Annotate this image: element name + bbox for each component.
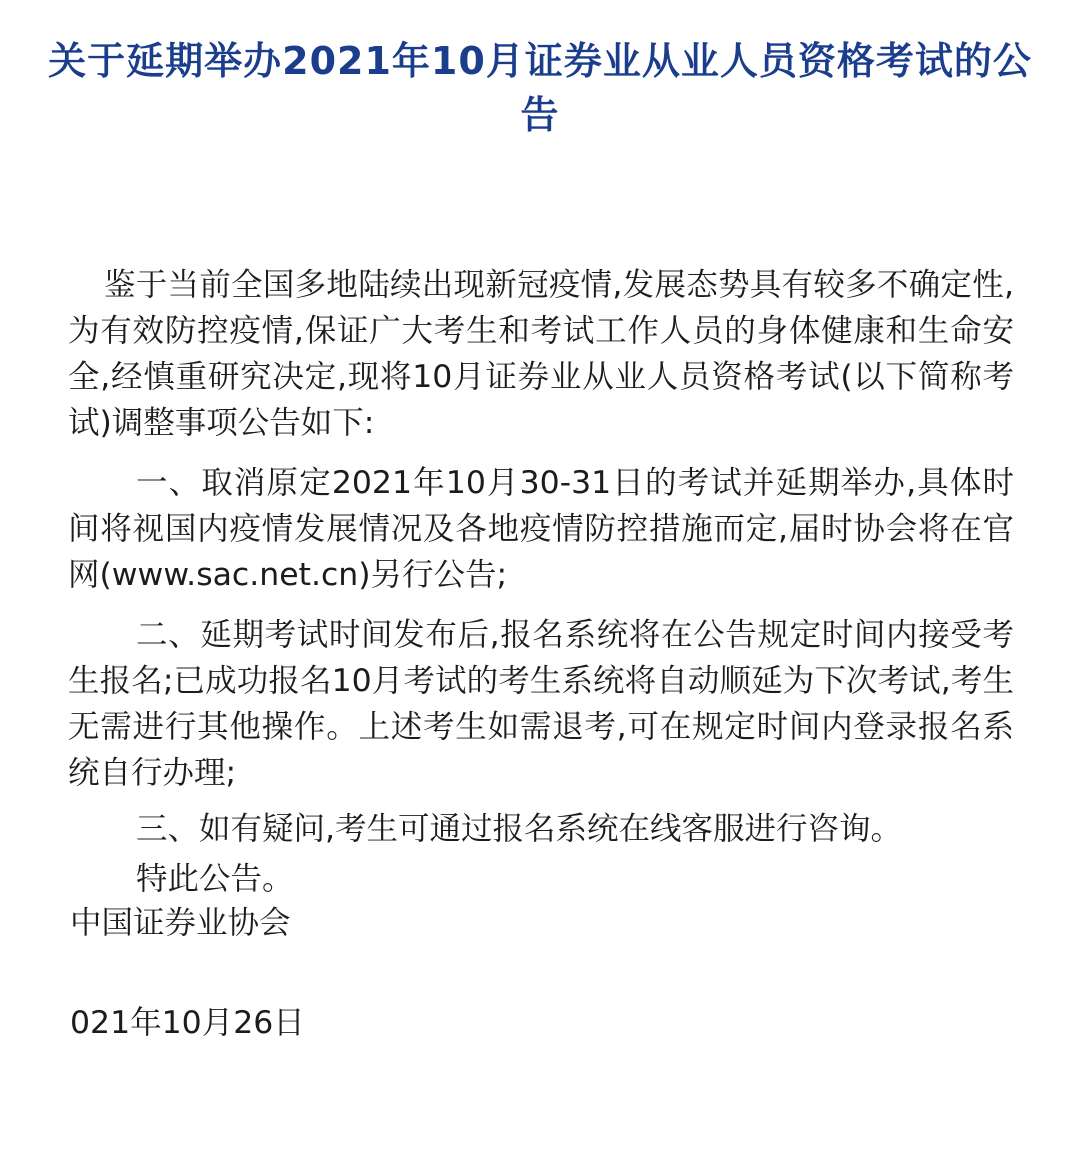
closing-paragraph: 特此公告。: [136, 861, 294, 897]
item-1-paragraph: 一、取消原定2021年10月30-31日的考试并延期举办,具体时间将视国内疫情发展情况及各地疫情防控措施而定,届时协会将在官网(www.sac.net.cn)另行公告;: [68, 465, 1014, 593]
intro-paragraph: 鉴于当前全国多地陆续出现新冠疫情,发展态势具有较多不确定性,为有效防控疫情,保证广大考生和考试工作人员的身体健康和生命安全,经慎重研究决定,现将10月证券业从业人员资格考试(以下简称考试)调整事项公告如下:: [68, 267, 1014, 441]
issuing-organization: 中国证券业协会: [70, 905, 291, 941]
item-2-paragraph: 二、延期考试时间发布后,报名系统将在公告规定时间内接受考生报名;已成功报名10月考试的考生系统将自动顺延为下次考试,考生无需进行其他操作。上述考生如需退考,可在规定时间内登录报名系统自行办理;: [68, 617, 1014, 791]
announcement-body: [68, 262, 1014, 902]
item-3-paragraph: 三、如有疑问,考生可通过报名系统在线客服进行咨询。: [136, 811, 903, 847]
announcement-title: 关于延期举办2021年10月证券业从业人员资格考试的公告: [48, 39, 1032, 137]
issue-date: 021年10月26日: [70, 1005, 305, 1041]
